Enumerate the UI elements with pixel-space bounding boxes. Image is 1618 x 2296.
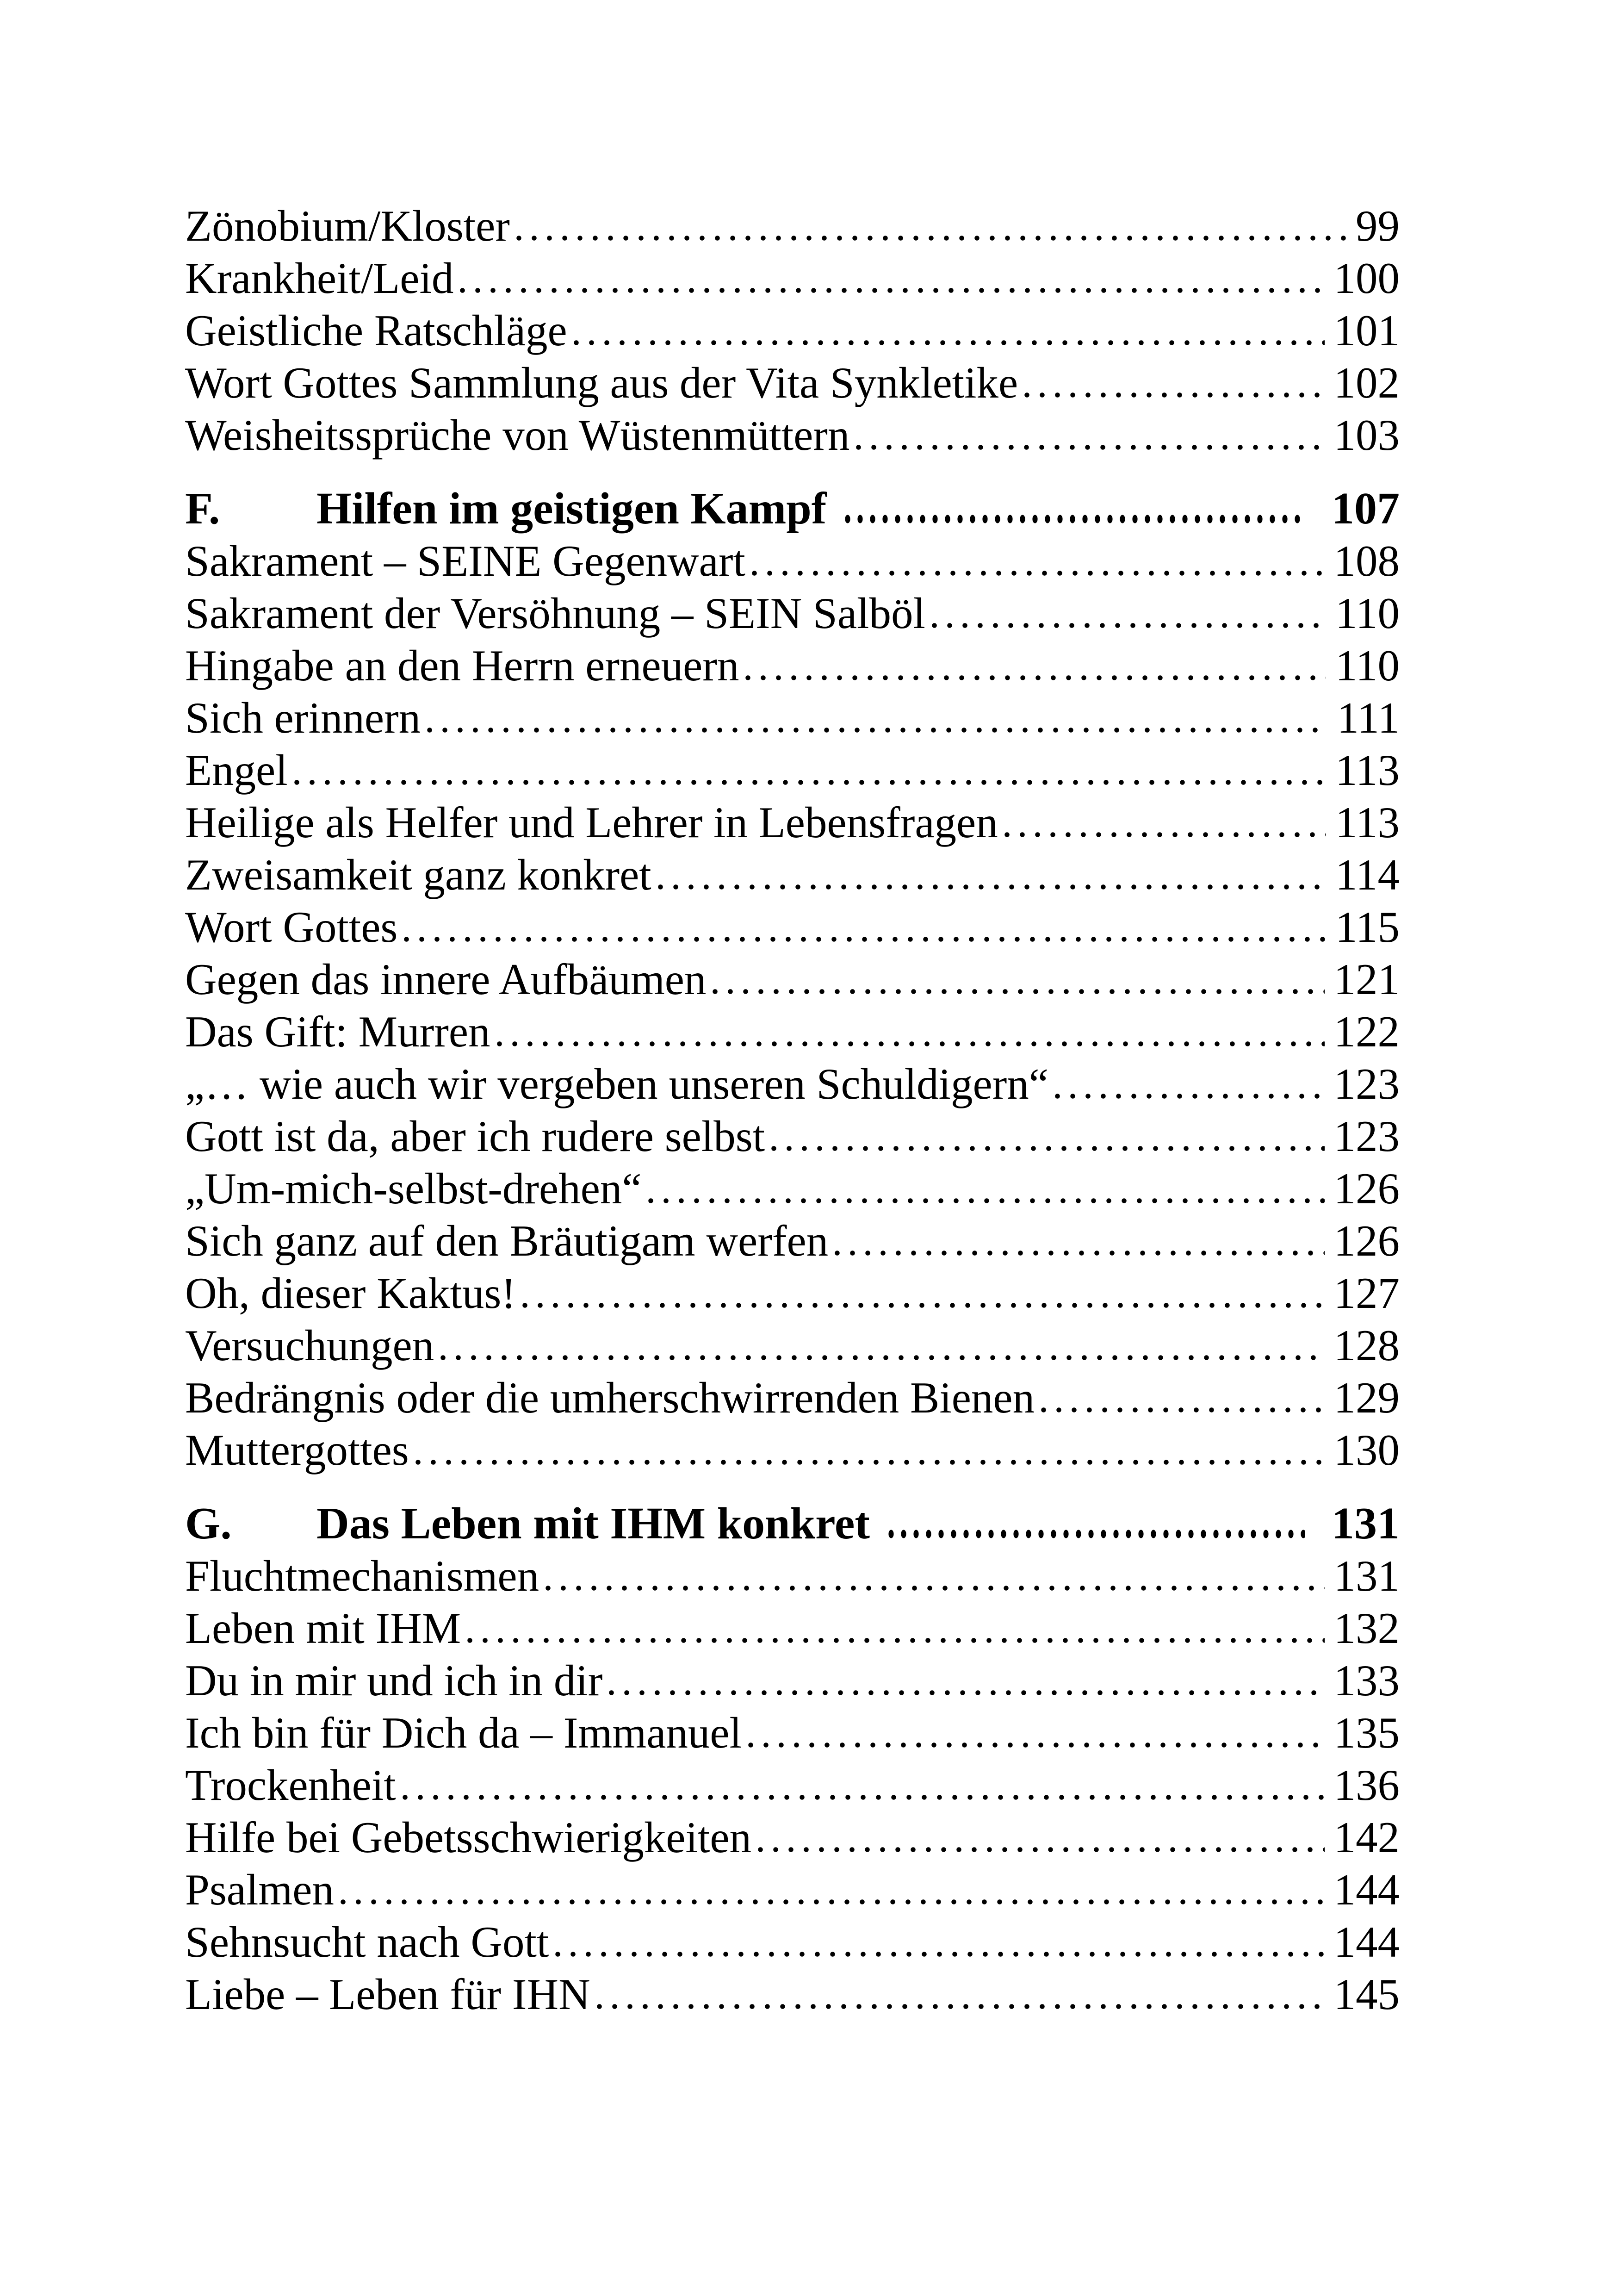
toc-entry-page-number: 100	[1333, 254, 1400, 303]
toc-entry	[185, 305, 1400, 357]
dot-leader	[341, 1899, 1325, 1904]
toc-entry	[185, 252, 1400, 305]
dot-leader	[1041, 1407, 1324, 1412]
dot-leader	[497, 1041, 1325, 1046]
toc-entry-page-number: 123	[1333, 1112, 1400, 1161]
toc-entry	[185, 1058, 1400, 1110]
toc-section-page-number: 107	[1332, 484, 1400, 534]
toc-entry-page-number: 145	[1333, 1970, 1400, 2019]
toc-entry-label: Sehnsucht nach Gott	[185, 1917, 549, 1966]
dot-leader	[460, 287, 1324, 293]
toc-entry-page-number: 113	[1335, 798, 1400, 847]
toc-entry-page-number: 144	[1333, 1917, 1400, 1966]
toc-entry-page-number: 127	[1333, 1269, 1400, 1318]
toc-section-letter: G.	[185, 1499, 232, 1549]
toc-entry-page-number: 136	[1333, 1761, 1400, 1810]
toc-entry-label: Ich bin für Dich da – Immanuel	[185, 1708, 742, 1757]
dot-leader	[835, 1250, 1324, 1256]
toc-entry-label: Gott ist da, aber ich rudere selbst	[185, 1112, 765, 1161]
toc-entry-label: Engel	[185, 746, 288, 795]
dot-leader	[415, 1459, 1325, 1465]
dot-leader	[404, 936, 1326, 942]
toc-entry-label: Das Gift: Murren	[185, 1007, 490, 1056]
dot-leader	[752, 570, 1325, 576]
toc-entry-label: Krankheit/Leid	[185, 254, 454, 303]
toc-entry-label: Sich ganz auf den Bräutigam werfen	[185, 1216, 829, 1265]
dot-leader	[609, 1690, 1324, 1695]
toc-entry	[185, 1811, 1400, 1864]
toc-entry-label: „Um-mich-selbst-drehen“	[185, 1164, 642, 1213]
dot-leader	[555, 1951, 1324, 1957]
dot-leader	[1055, 1093, 1325, 1099]
toc-entry-label: Heilige als Helfer und Lehrer in Lebensfragen	[185, 798, 998, 847]
toc-entry	[185, 953, 1400, 1006]
toc-entry-label: Sakrament der Versöhnung – SEIN Salböl	[185, 589, 925, 638]
dot-leader	[1004, 832, 1326, 837]
toc-entry-label: Liebe – Leben für IHN	[185, 1970, 590, 2019]
toc-entry-label: Hingabe an den Herrn erneuern	[185, 641, 739, 690]
toc-entry-label: Oh, dieser Kaktus!	[185, 1269, 516, 1318]
toc-entry-label: Hilfe bei Gebetsschwierigkeiten	[185, 1813, 752, 1862]
dot-leader	[1024, 392, 1324, 398]
dot-leader	[467, 1637, 1324, 1643]
toc-entry	[185, 1424, 1400, 1476]
dot-leader	[440, 1355, 1324, 1360]
dot-leader	[758, 1847, 1324, 1852]
toc-entry	[185, 744, 1400, 796]
toc-entry-label: Leben mit IHM	[185, 1604, 461, 1653]
toc-entry-page-number: 131	[1333, 1551, 1400, 1600]
toc-entry-label: Weisheitssprüche von Wüstenmüttern	[185, 411, 850, 460]
toc-entry-label: Zweisamkeit ganz konkret	[185, 850, 651, 899]
toc-entry	[185, 1006, 1400, 1058]
toc-entry	[185, 1968, 1400, 2021]
toc-entry	[185, 587, 1400, 640]
toc-entry	[185, 692, 1400, 744]
dot-leader	[546, 1585, 1324, 1591]
toc-section-page-number: 131	[1332, 1499, 1400, 1549]
toc-entry-label: Versuchungen	[185, 1321, 434, 1370]
toc-entry-label: Du in mir und ich in dir	[185, 1656, 603, 1705]
toc-entry-label: Wort Gottes	[185, 902, 398, 952]
dot-leader	[856, 444, 1324, 450]
toc-entry-page-number: 144	[1333, 1865, 1400, 1914]
toc-entry-page-number: 114	[1335, 850, 1400, 899]
toc-entry	[185, 535, 1400, 587]
toc-entry-page-number: 142	[1333, 1813, 1400, 1862]
toc-entry	[185, 1655, 1400, 1707]
dot-leader	[648, 1198, 1325, 1203]
toc-entry	[185, 901, 1400, 953]
toc-entry-label: Gegen das innere Aufbäumen	[185, 955, 707, 1004]
dot-leader	[713, 989, 1324, 994]
toc-entry-label: Fluchtmechanismen	[185, 1551, 539, 1600]
dot-leader	[748, 1742, 1325, 1748]
toc-entry-page-number: 113	[1335, 746, 1400, 795]
toc-entry-label: Wort Gottes Sammlung aus der Vita Synkletike	[185, 358, 1018, 407]
dot-leader	[658, 884, 1326, 890]
toc-entry	[185, 1163, 1400, 1215]
toc-entry-page-number: 111	[1337, 693, 1400, 742]
dot-leader	[516, 235, 1346, 241]
toc-section-heading	[185, 483, 1400, 535]
toc-entry-page-number: 133	[1333, 1656, 1400, 1705]
dot-leader	[845, 515, 1305, 523]
toc-entry-label: Zönobium/Kloster	[185, 201, 510, 250]
toc-entry	[185, 1550, 1400, 1602]
table-of-contents	[185, 200, 1400, 2021]
toc-entry	[185, 1267, 1400, 1319]
dot-leader	[522, 1302, 1325, 1308]
dot-leader	[427, 727, 1327, 733]
toc-entry-label: Psalmen	[185, 1865, 334, 1914]
toc-section-heading	[185, 1498, 1400, 1550]
toc-entry-page-number: 123	[1333, 1059, 1400, 1108]
toc-entry-page-number: 132	[1333, 1604, 1400, 1653]
toc-entry-label: Geistliche Ratschläge	[185, 306, 567, 355]
toc-entry	[185, 200, 1400, 252]
toc-entry-page-number: 122	[1333, 1007, 1400, 1056]
toc-entry	[185, 849, 1400, 901]
dot-leader	[888, 1530, 1305, 1538]
toc-entry	[185, 409, 1400, 461]
toc-entry	[185, 1916, 1400, 1968]
toc-entry-page-number: 101	[1333, 306, 1400, 355]
dot-leader	[932, 622, 1326, 628]
toc-entry-page-number: 126	[1333, 1164, 1400, 1213]
toc-entry-label: Sich erinnern	[185, 693, 421, 742]
toc-section-title: Hilfen im geistigen Kampf	[316, 484, 827, 534]
toc-entry-page-number: 102	[1333, 358, 1400, 407]
dot-leader	[771, 1145, 1324, 1151]
toc-entry	[185, 357, 1400, 409]
toc-entry	[185, 1319, 1400, 1372]
dot-leader	[294, 779, 1326, 785]
toc-entry-label: Bedrängnis oder die umherschwirrenden Bienen	[185, 1373, 1035, 1422]
toc-entry	[185, 640, 1400, 692]
toc-entry	[185, 1110, 1400, 1163]
toc-entry-page-number: 135	[1333, 1708, 1400, 1757]
toc-entry-page-number: 129	[1333, 1373, 1400, 1422]
toc-entry-page-number: 103	[1333, 411, 1400, 460]
toc-entry	[185, 1372, 1400, 1424]
toc-entry-label: Sakrament – SEINE Gegenwart	[185, 536, 745, 585]
toc-entry-page-number: 108	[1333, 536, 1400, 585]
toc-entry-page-number: 126	[1333, 1216, 1400, 1265]
toc-entry-page-number: 130	[1333, 1425, 1400, 1475]
toc-entry-page-number: 110	[1335, 589, 1400, 638]
toc-entry-page-number: 121	[1333, 955, 1400, 1004]
dot-leader	[745, 675, 1326, 680]
toc-entry-page-number: 110	[1335, 641, 1400, 690]
toc-entry-label: Muttergottes	[185, 1425, 409, 1475]
toc-entry	[185, 1759, 1400, 1811]
toc-entry-label: „… wie auch wir vergeben unseren Schuldigern“	[185, 1059, 1048, 1108]
toc-entry-page-number: 128	[1333, 1321, 1400, 1370]
toc-entry	[185, 796, 1400, 849]
toc-entry	[185, 1864, 1400, 1916]
dot-leader	[574, 340, 1325, 345]
toc-entry-page-number: 115	[1335, 902, 1400, 952]
toc-entry-label: Trockenheit	[185, 1761, 396, 1810]
toc-entry	[185, 1707, 1400, 1759]
toc-entry-page-number: 99	[1356, 201, 1400, 250]
toc-entry	[185, 1602, 1400, 1655]
toc-section-title: Das Leben mit IHM konkret	[316, 1499, 870, 1549]
toc-section-letter: F.	[185, 484, 220, 534]
dot-leader	[403, 1794, 1325, 1800]
toc-entry	[185, 1215, 1400, 1267]
dot-leader	[597, 2004, 1325, 2009]
